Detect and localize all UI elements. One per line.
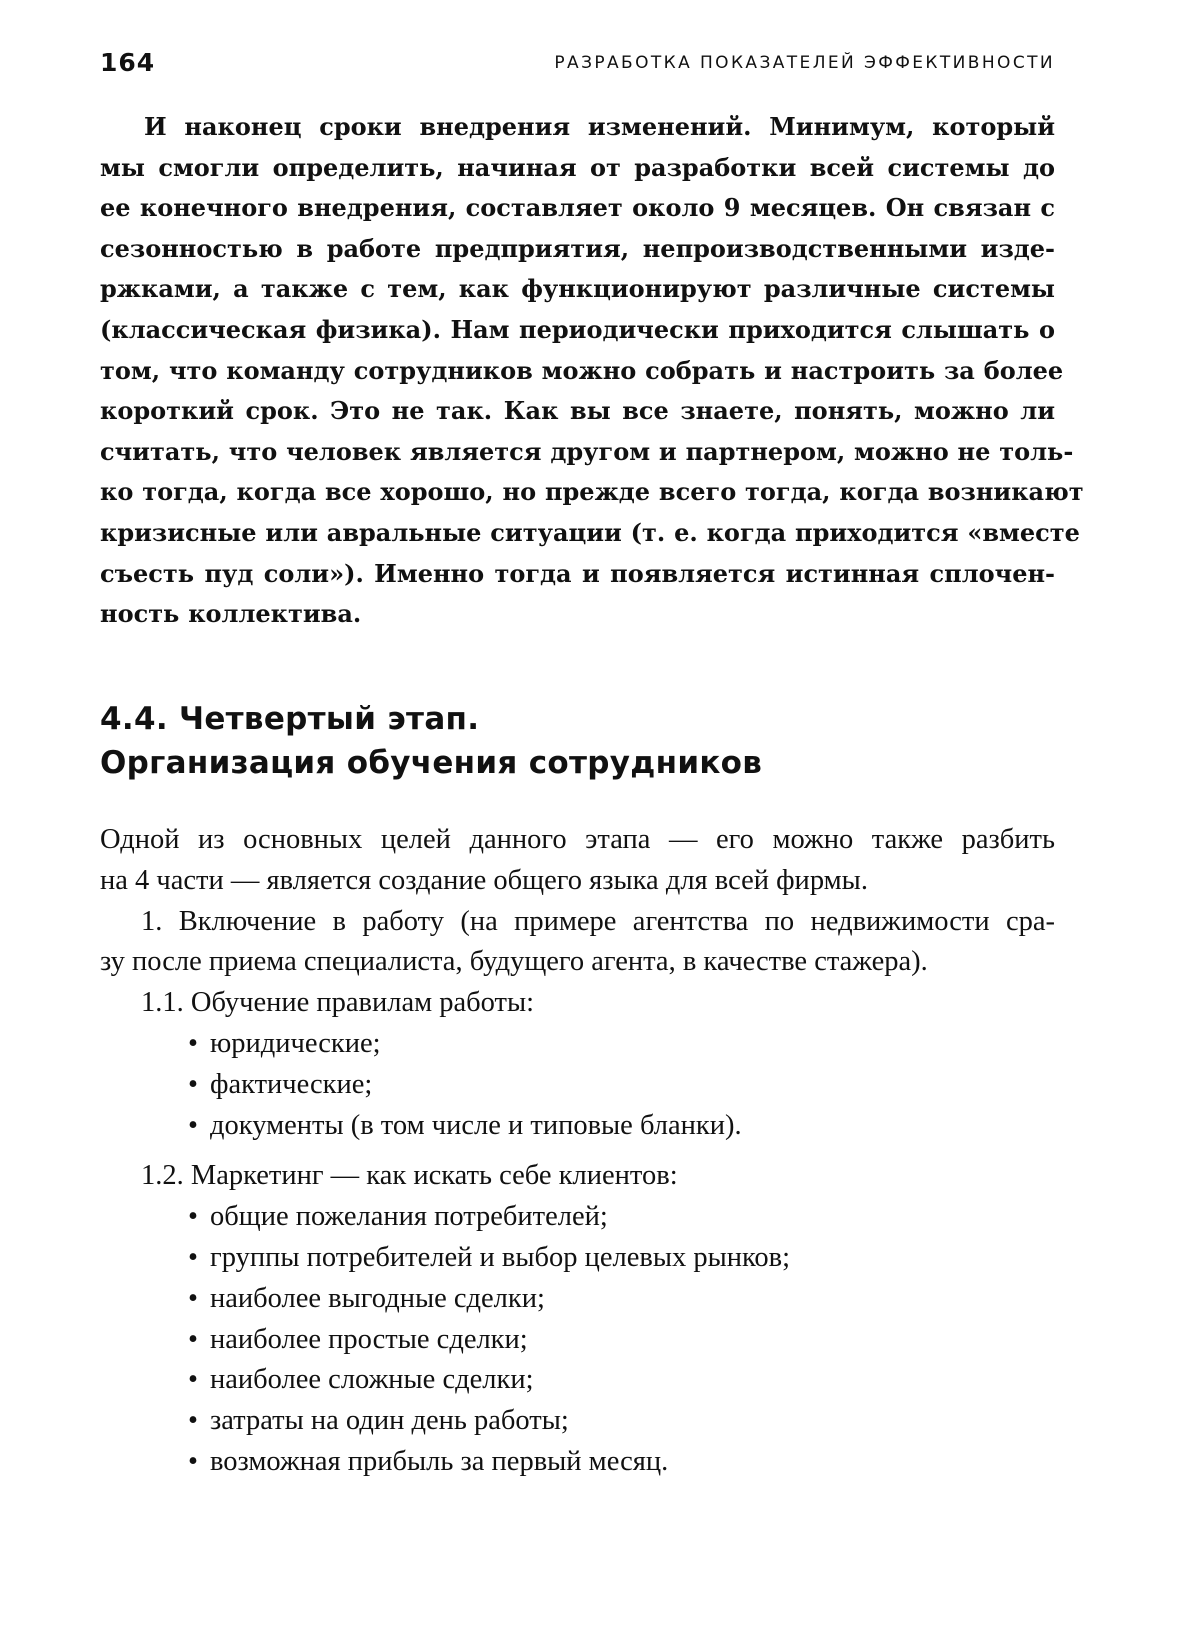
paragraph-line: том, что команду сотрудников можно собрать и настроить за более	[100, 355, 1064, 385]
bullet-icon: •	[188, 1405, 198, 1437]
list-item	[100, 1401, 1055, 1442]
item-1-line: 1. Включение в работу (на примере агентства по недвижимости сра-	[141, 905, 1055, 937]
list-item-text: документы (в том числе и типовые бланки).	[210, 1109, 742, 1141]
section-heading-line-2: Организация обучения сотрудников	[100, 745, 763, 781]
paragraph-line: ко тогда, когда все хорошо, но прежде всего тогда, когда возникают	[100, 477, 1084, 507]
list-item	[100, 1106, 1055, 1147]
list-item-text: затраты на один день работы;	[210, 1405, 569, 1437]
item-1-1-title: 1.1. Обучение правилам работы:	[141, 987, 535, 1019]
section-intro-line: на 4 части — является создание общего языка для всей фирмы.	[100, 864, 868, 896]
running-head	[100, 48, 1055, 84]
section-heading-line-1: 4.4. Четвертый этап.	[100, 701, 480, 737]
bullet-icon: •	[188, 1364, 198, 1396]
bullet-icon: •	[188, 1445, 198, 1477]
paragraph-line: ее конечного внедрения, составляет около 9 месяцев. Он связан с	[100, 193, 1055, 223]
list-item	[100, 1360, 1055, 1401]
list-item-text: возможная прибыль за первый месяц.	[210, 1445, 669, 1477]
list-item-text: наиболее выгодные сделки;	[210, 1282, 545, 1314]
list-item-text: общие пожелания потребителей;	[210, 1201, 608, 1233]
intro-paragraph	[100, 107, 1084, 635]
paragraph-line: ржками, а также с тем, как функционируют различные системы	[100, 274, 1055, 304]
list-item	[100, 1024, 1055, 1065]
paragraph-line: (классическая физика). Нам периодически приходится слышать о	[100, 314, 1055, 344]
page-number: 164	[100, 48, 156, 77]
list-item	[100, 1279, 1055, 1320]
bullet-icon: •	[188, 1241, 198, 1273]
paragraph-line: ность коллектива.	[100, 599, 362, 629]
section-body	[100, 820, 1055, 1483]
bullet-icon: •	[188, 1323, 198, 1355]
paragraph-line: съесть пуд соли»). Именно тогда и появляется истинная сплочен-	[100, 558, 1055, 588]
bullet-icon: •	[188, 1068, 198, 1100]
item-1-2-title: 1.2. Маркетинг — как искать себе клиентов:	[141, 1160, 678, 1192]
list-item	[100, 1238, 1055, 1279]
list-item-text: наиболее сложные сделки;	[210, 1364, 534, 1396]
paragraph-line: И наконец сроки внедрения изменений. Минимум, который	[144, 112, 1055, 141]
item-1-line: зу после приема специалиста, будущего агента, в качестве стажера).	[100, 946, 928, 978]
list-item	[100, 1442, 1055, 1483]
paragraph-line: сезонностью в работе предприятия, непроизводственными изде-	[100, 233, 1055, 263]
bullet-icon: •	[188, 1201, 198, 1233]
section-intro-line: Одной из основных целей данного этапа — его можно также разбить	[100, 824, 1055, 855]
bullet-icon: •	[188, 1282, 198, 1314]
paragraph-line: мы смогли определить, начиная от разработки всей системы до	[100, 152, 1055, 182]
list-item-text: наиболее простые сделки;	[210, 1323, 528, 1355]
list-item	[100, 1065, 1055, 1106]
paragraph-line: считать, что человек является другом и партнером, можно не толь-	[100, 436, 1074, 466]
running-title: РАЗРАБОТКА ПОКАЗАТЕЛЕЙ ЭФФЕКТИВНОСТИ	[554, 53, 1055, 73]
list-item-text: фактические;	[210, 1068, 373, 1100]
paragraph-line: кризисные или авральные ситуации (т. е. когда приходится «вместе	[100, 517, 1080, 547]
list-item	[100, 1320, 1055, 1361]
paragraph-line: короткий срок. Это не так. Как вы все знаете, понять, можно ли	[100, 396, 1055, 426]
list-item	[100, 1197, 1055, 1238]
bullet-icon: •	[188, 1027, 198, 1059]
bullet-icon: •	[188, 1109, 198, 1141]
list-item-text: группы потребителей и выбор целевых рынков;	[210, 1241, 791, 1273]
list-item-text: юридические;	[210, 1027, 381, 1059]
section-heading	[100, 697, 1055, 785]
